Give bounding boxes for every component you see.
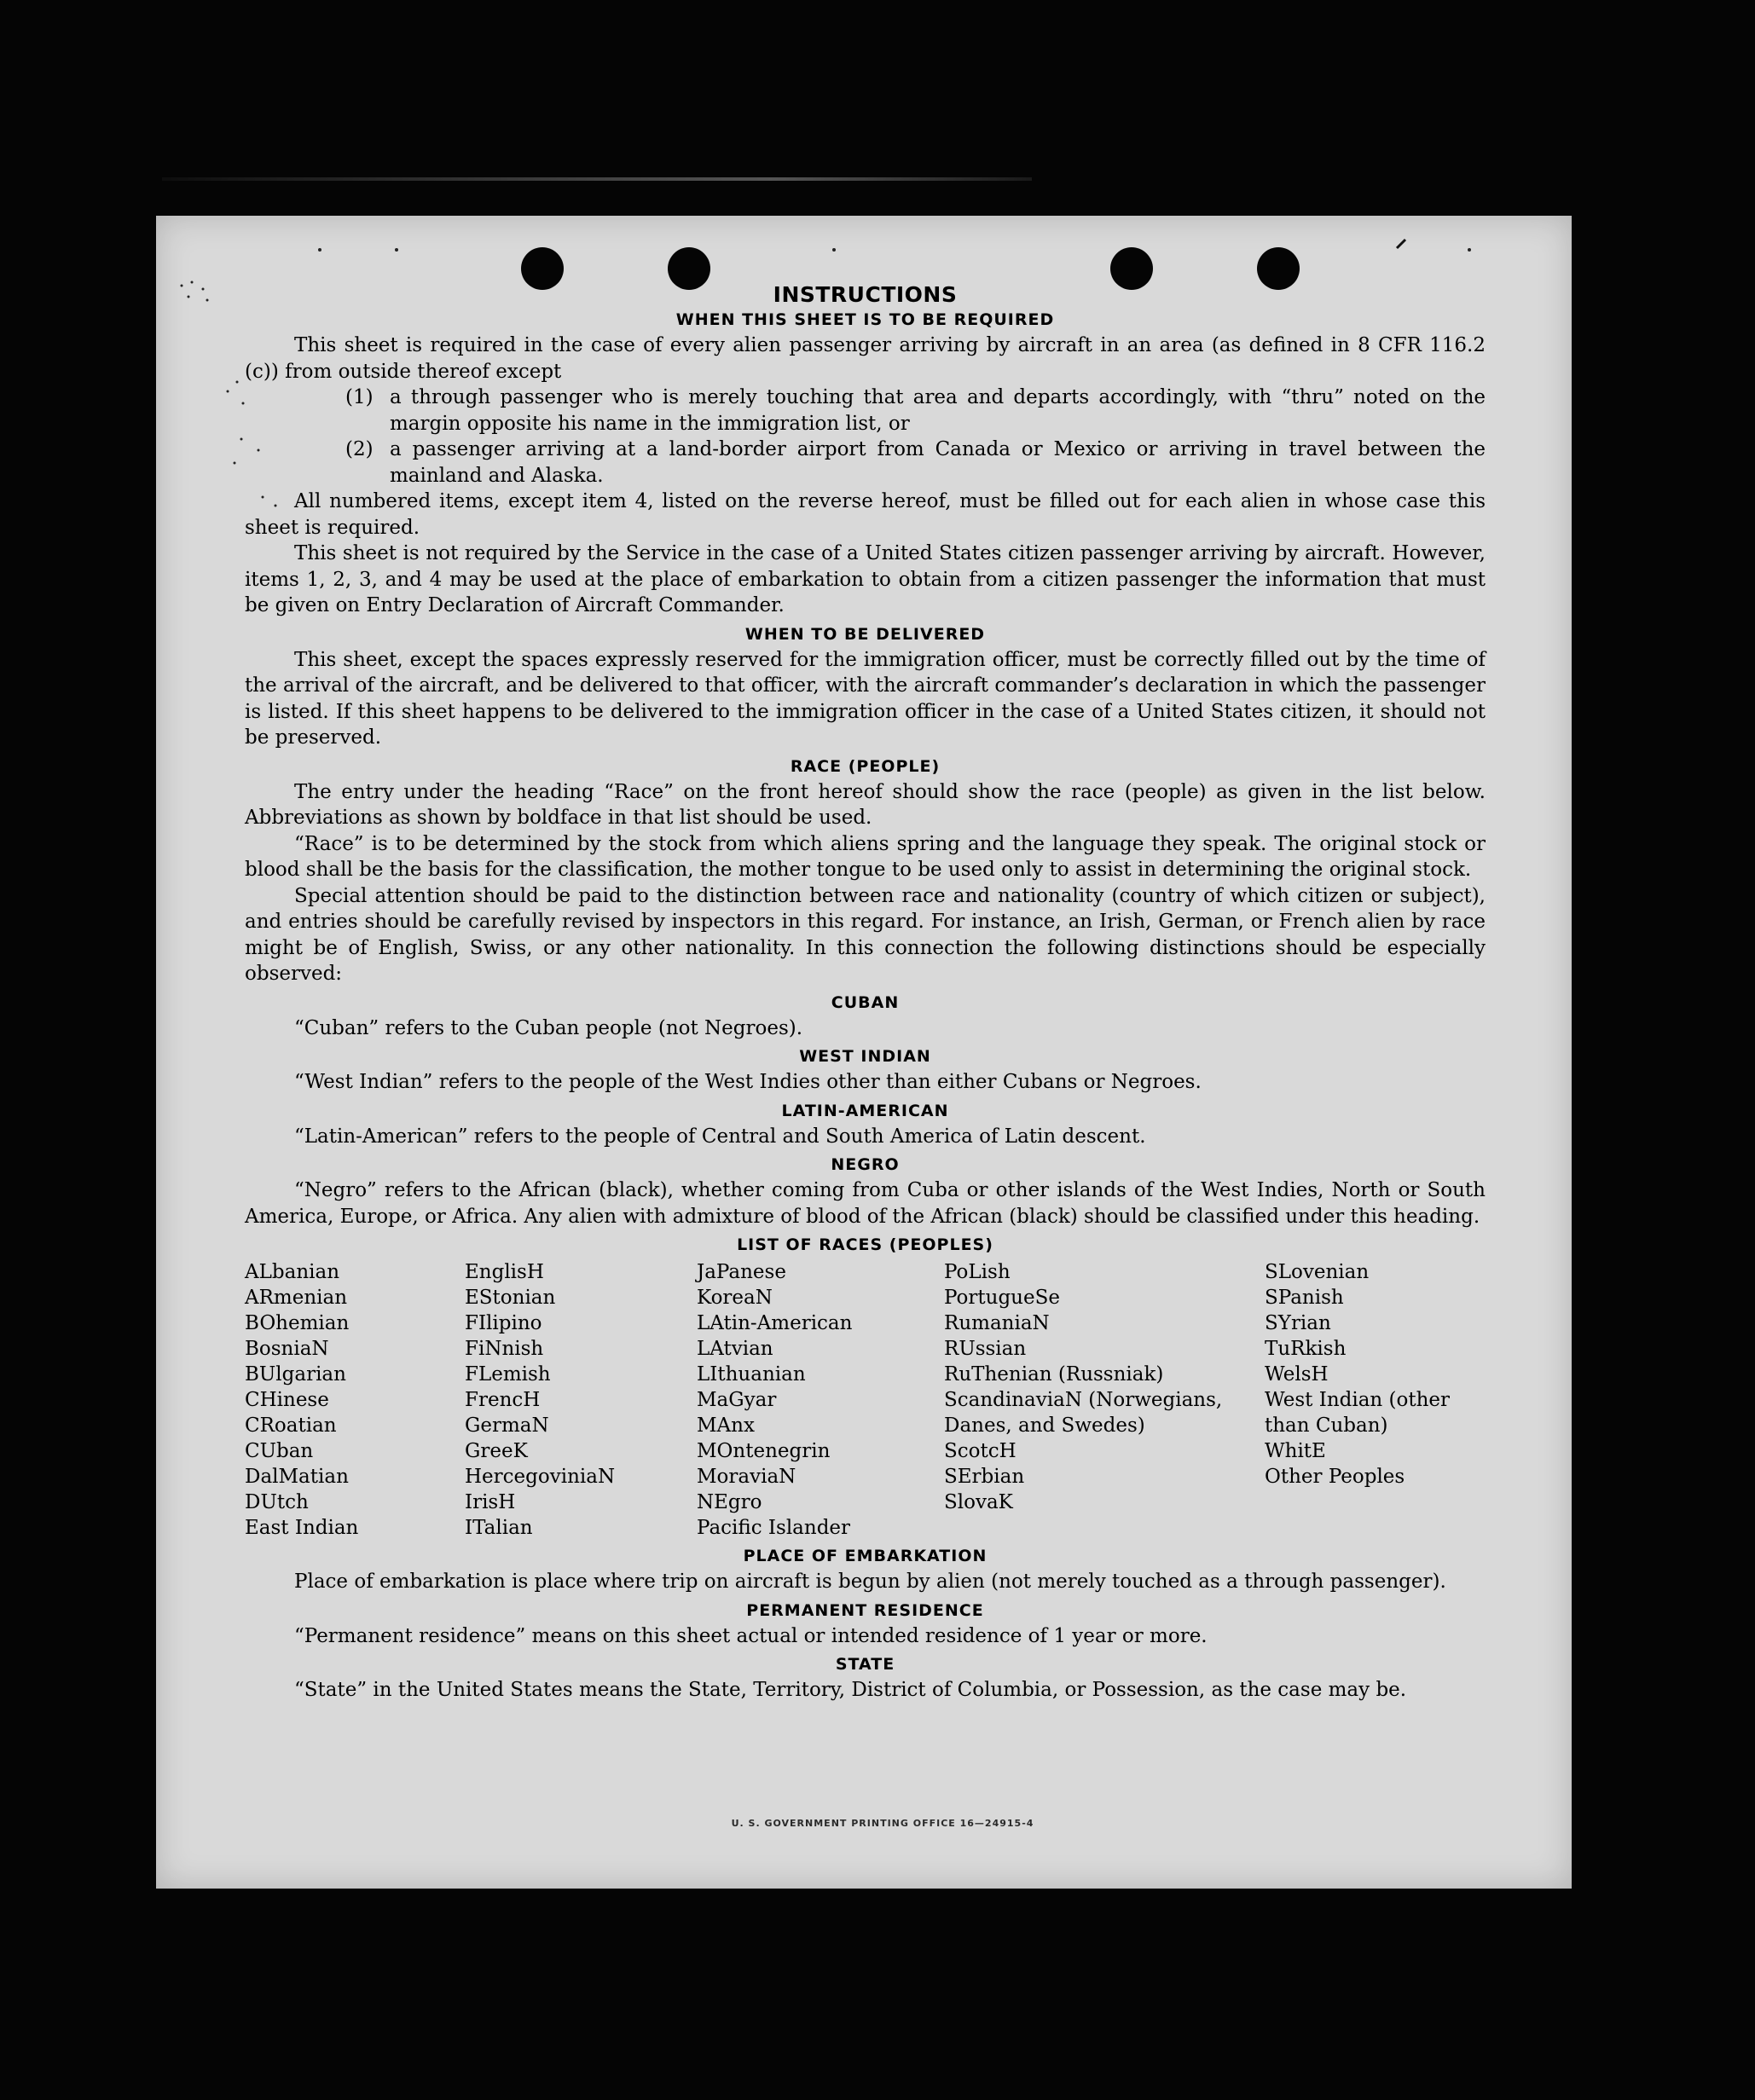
race-entry: Other Peoples (1265, 1466, 1405, 1488)
scan-edge (162, 177, 1032, 181)
race-entry: IrisH (465, 1491, 516, 1513)
race-entry: TuRkish (1265, 1338, 1347, 1360)
race-entry: ScotcH (944, 1440, 1017, 1462)
race-entry: LIthuanian (697, 1363, 806, 1386)
race-entry: JaPanese (697, 1261, 786, 1283)
race-column (944, 1259, 1265, 1541)
paragraph: All numbered items, except item 4, listed on the reverse hereof, must be filled out for each alien in whose case this sheet is required. (245, 490, 1486, 539)
heading-cuban: CUBAN (831, 992, 900, 1012)
race-entry: FIlipino (465, 1312, 542, 1334)
race-entry: CUban (245, 1440, 314, 1462)
paragraph: This sheet is required in the case of every alien passenger arriving by aircraft in an area (as defined in 8 CFR 116.2 (c)) from outside thereof except (245, 334, 1486, 383)
printing-office-imprint: U. S. GOVERNMENT PRINTING OFFICE 16—24915-4 (731, 1818, 1034, 1829)
paragraph: Special attention should be paid to the distinction between race and nationality (country of which citizen or subject), and entries should be carefully revised by inspectors in this regard. For instance, an Irish, German, or French alien by race might be of English, Swiss, or any other nationality. In this connection the following distinctions should be especially observed: (245, 884, 1486, 985)
item-text: a passenger arriving at a land-border airport from Canada or Mexico or arriving in travel between the mainland and Alaska. (390, 438, 1486, 487)
heading-race: RACE (PEOPLE) (790, 756, 941, 776)
race-entry: CHinese (245, 1389, 329, 1411)
race-entry: EStonian (465, 1287, 556, 1309)
race-entry: SErbian (944, 1466, 1025, 1488)
numbered-item (345, 385, 1486, 437)
race-entry: SLovenian (1265, 1261, 1370, 1283)
race-entry: ARmenian (245, 1287, 348, 1309)
race-entry: EnglisH (465, 1261, 544, 1283)
race-entry: MoraviaN (697, 1466, 796, 1488)
race-entry: MAnx (697, 1414, 755, 1437)
heading-state: STATE (835, 1655, 895, 1674)
item-text: a through passenger who is merely touching that area and departs accordingly, with “thru” noted on the margin opposite his name in the immigration list, or (390, 386, 1486, 435)
race-entry: BosniaN (245, 1338, 329, 1360)
race-column (245, 1259, 465, 1541)
race-entry: GreeK (465, 1440, 528, 1462)
heading-negro: NEGRO (831, 1155, 900, 1174)
race-entry: ALbanian (245, 1261, 340, 1283)
race-entry: ITalian (465, 1517, 533, 1539)
race-entry: HercegoviniaN (465, 1466, 616, 1488)
paragraph: “State” in the United States means the State, Territory, District of Columbia, or Possession, as the case may be. (294, 1679, 1407, 1701)
race-column (697, 1259, 944, 1541)
race-entry: SlovaK (944, 1491, 1013, 1513)
race-entry: PortugueSe (944, 1287, 1060, 1309)
heading-place-of-embarkation: PLACE OF EMBARKATION (743, 1547, 988, 1565)
paragraph: This sheet, except the spaces expressly reserved for the immigration officer, must be correctly filled out by the time of the arrival of the aircraft, and be delivered to that officer, with the aircraft commander’s declaration in which the passenger is listed. If this sheet happens to be delivered to the immigration officer in the case of a United States citizen, it should not be preserved. (245, 648, 1486, 749)
race-entry: WelsH (1265, 1363, 1329, 1386)
race-entry: DUtch (245, 1491, 309, 1513)
paragraph: Place of embarkation is place where trip on aircraft is begun by alien (not merely touched as a through passenger). (294, 1571, 1446, 1593)
race-entry: FLemish (465, 1363, 551, 1386)
race-entry: CRoatian (245, 1414, 337, 1437)
race-entry: BUlgarian (245, 1363, 346, 1386)
race-entry: RuThenian (Russniak) (944, 1363, 1164, 1386)
heading-when-required: WHEN THIS SHEET IS TO BE REQUIRED (675, 310, 1055, 329)
numbered-item (345, 437, 1486, 489)
race-entry: KoreaN (697, 1287, 773, 1309)
race-entry: Pacific Islander (697, 1517, 851, 1539)
race-entry: FrencH (465, 1389, 541, 1411)
paragraph: “Negro” refers to the African (black), whether coming from Cuba or other islands of the West Indies, North or South America, Europe, or Africa. Any alien with admixture of blood of the African (black) should be classified under this heading. (245, 1179, 1486, 1228)
heading-list-of-races: LIST OF RACES (PEOPLES) (737, 1235, 993, 1254)
item-number: (2) (345, 438, 374, 460)
race-entry: GermaN (465, 1414, 549, 1437)
races-list (245, 1259, 1486, 1541)
paragraph: “Permanent residence” means on this sheet actual or intended residence of 1 year or more. (294, 1624, 1208, 1647)
heading-west-indian: WEST INDIAN (799, 1047, 931, 1066)
instructions-body (245, 278, 1486, 1704)
race-entry: SYrian (1265, 1312, 1331, 1334)
race-entry: FiNnish (465, 1338, 544, 1360)
race-entry: BOhemian (245, 1312, 350, 1334)
paragraph: “West Indian” refers to the people of the West Indies other than either Cubans or Negroes. (294, 1071, 1202, 1093)
race-entry: SPanish (1265, 1287, 1344, 1309)
race-entry: RumaniaN (944, 1312, 1050, 1334)
race-entry: WhitE (1265, 1440, 1326, 1462)
race-entry: East Indian (245, 1517, 359, 1539)
race-entry: MaGyar (697, 1389, 777, 1411)
paragraph: The entry under the heading “Race” on the front hereof should show the race (people) as given in the list below. Abbreviations as shown by boldface in that list should be used. (245, 780, 1486, 829)
race-entry: ScandinaviaN (Norwegians, Danes, and Swedes) (944, 1389, 1223, 1437)
race-entry: MOntenegrin (697, 1440, 831, 1462)
heading-permanent-residence: PERMANENT RESIDENCE (746, 1600, 984, 1620)
race-entry: PoLish (944, 1261, 1011, 1283)
race-column (465, 1259, 697, 1541)
race-column (1265, 1259, 1486, 1541)
race-entry: RUssian (944, 1338, 1027, 1360)
item-number: (1) (345, 386, 374, 408)
paragraph: “Latin-American” refers to the people of Central and South America of Latin descent. (294, 1125, 1146, 1148)
paragraph: “Cuban” refers to the Cuban people (not Negroes). (294, 1016, 803, 1039)
race-entry: DalMatian (245, 1466, 349, 1488)
race-entry: West Indian (other than Cuban) (1265, 1389, 1451, 1437)
page-title: INSTRUCTIONS (773, 282, 958, 307)
paragraph: “Race” is to be determined by the stock from which aliens spring and the language they speak. The original stock or blood shall be the basis for the classification, the mother tongue to be used only to assist in determining the original stock. (245, 832, 1486, 881)
race-entry: LAtin-American (697, 1312, 853, 1334)
heading-latin-american: LATIN-AMERICAN (781, 1101, 949, 1120)
heading-when-delivered: WHEN TO BE DELIVERED (744, 624, 986, 644)
race-entry: NEgro (697, 1491, 762, 1513)
race-entry: LAtvian (697, 1338, 773, 1360)
paragraph: This sheet is not required by the Service in the case of a United States citizen passenger arriving by aircraft. However, items 1, 2, 3, and 4 may be used at the place of embarkation to obtain from a citizen passenger the information that must be given on Entry Declaration of Aircraft Commander. (245, 542, 1486, 616)
